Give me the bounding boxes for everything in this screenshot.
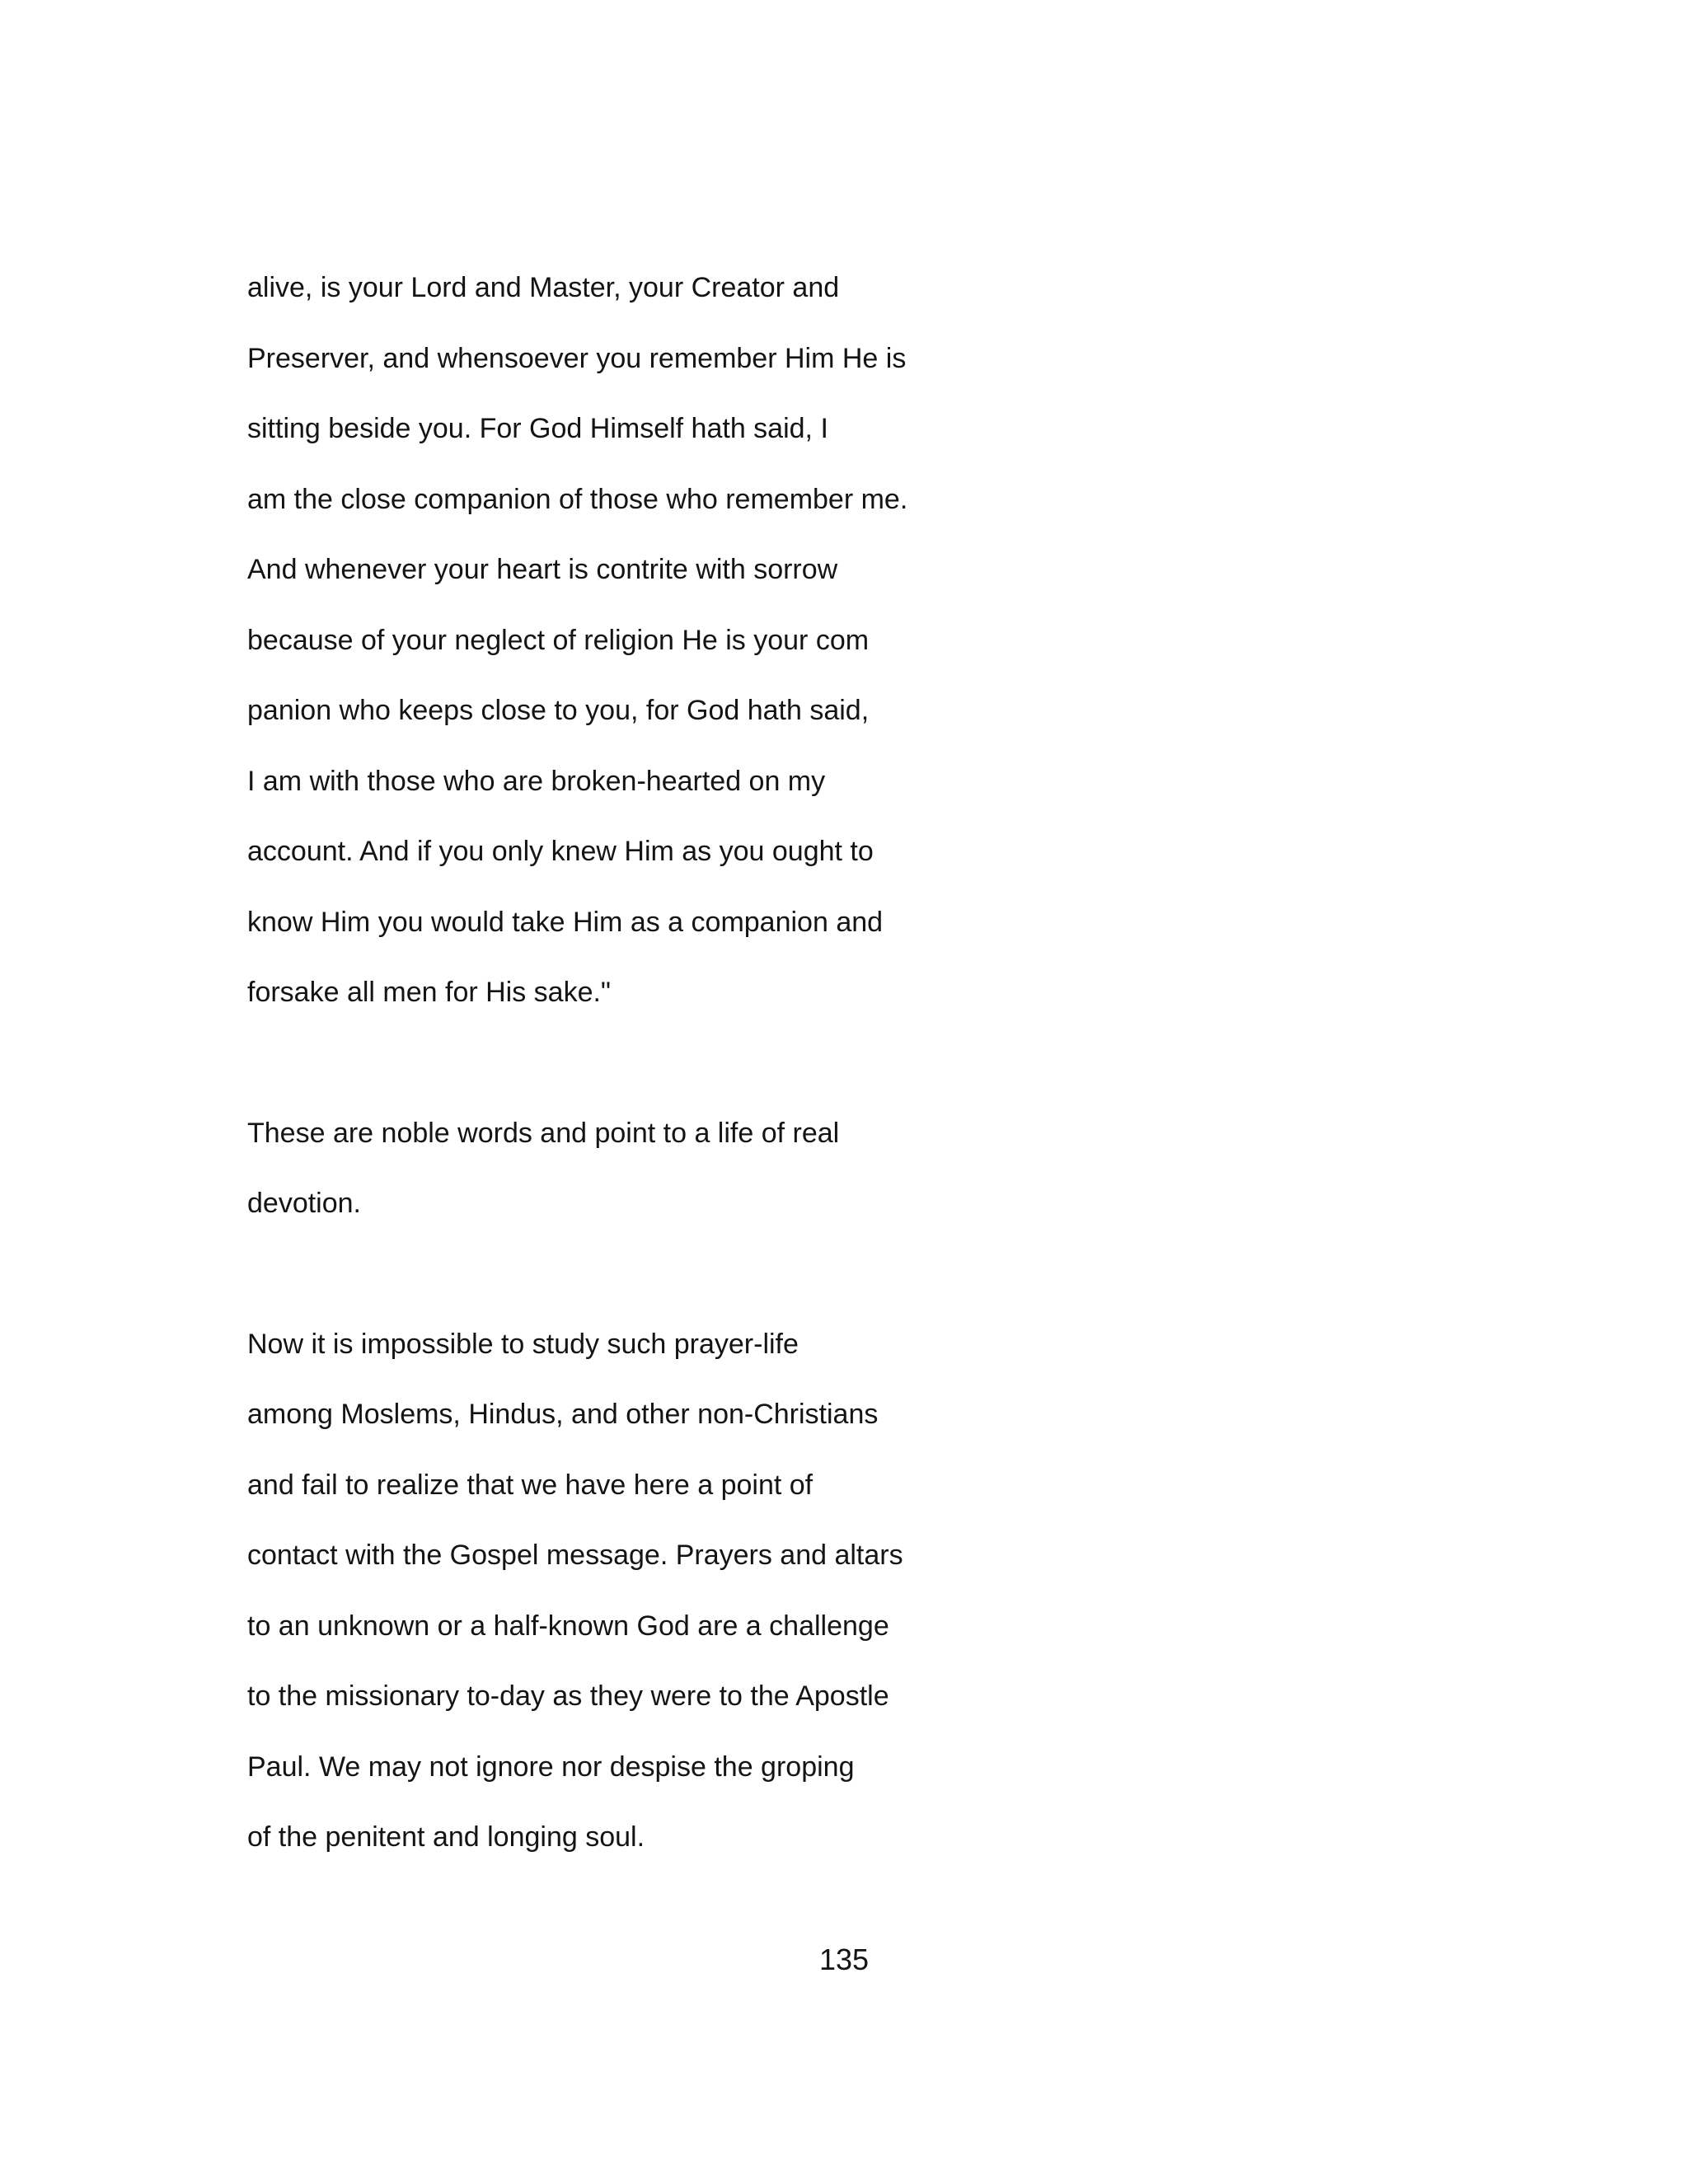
text-line: Preserver, and whensoever you remember Him He is [247, 342, 907, 374]
text-line: because of your neglect of religion He is your com [247, 624, 870, 656]
text-line: Paul. We may not ignore nor despise the groping [247, 1750, 855, 1783]
text-line: of the penitent and longing soul. [247, 1821, 645, 1853]
text-line: am the close companion of those who remember me. [247, 483, 908, 515]
text-line: panion who keeps close to you, for God hath said, [247, 695, 870, 726]
text-line: These are noble words and point to a life of real [247, 1117, 840, 1149]
text-line: And whenever your heart is contrite with sorrow [247, 554, 838, 585]
page-number: 135 [818, 1943, 870, 1976]
text-line: account. And if you only knew Him as you ought to [247, 836, 874, 867]
paragraph-3 [247, 1319, 1236, 1882]
text-line: to an unknown or a half-known God are a challenge [247, 1610, 889, 1642]
text-line: devotion. [247, 1188, 361, 1219]
text-line: and fail to realize that we have here a point of [247, 1469, 814, 1501]
text-line: forsake all men for His sake." [247, 977, 612, 1008]
text-line: alive, is your Lord and Master, your Creator and [247, 272, 840, 303]
paragraph-2 [247, 1108, 1236, 1249]
text-line: know Him you would take Him as a companion and [247, 906, 884, 938]
text-line: sitting beside you. For God Himself hath said, I [247, 413, 828, 444]
text-line: to the missionary to-day as they were to the Apostle [247, 1680, 889, 1712]
text-line: I am with those who are broken-hearted on my [247, 765, 826, 797]
text-line: among Moslems, Hindus, and other non-Christians [247, 1399, 879, 1430]
paragraph-1 [247, 262, 1236, 1038]
body-text [247, 262, 1236, 1882]
text-line: contact with the Gospel message. Prayers and altars [247, 1540, 903, 1571]
text-line: Now it is impossible to study such prayer-life [247, 1328, 799, 1360]
